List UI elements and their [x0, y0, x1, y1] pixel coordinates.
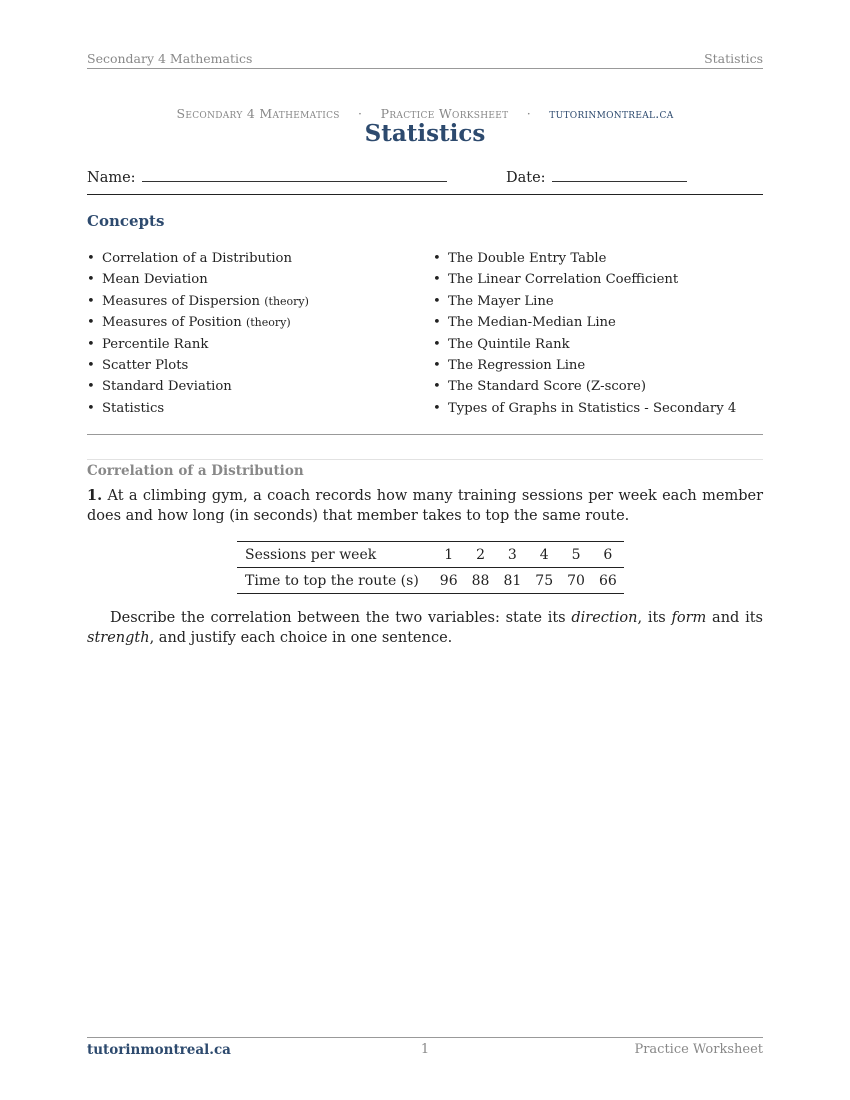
table-cell: 66 — [592, 568, 624, 594]
concept-label: Measures of Dispersion — [102, 293, 261, 309]
page-title: Statistics — [364, 120, 486, 147]
question-emphasis: direction — [571, 610, 638, 626]
table-row — [237, 542, 624, 568]
concepts-list-left — [87, 248, 309, 419]
bullet-icon: • — [87, 400, 95, 416]
banner-site: tutorinmontreal.ca — [549, 106, 674, 121]
footer-site: tutorinmontreal.ca — [87, 1042, 231, 1058]
bullet-icon: • — [87, 251, 95, 266]
concept-label: The Mayer Line — [448, 293, 554, 309]
concept-item — [433, 334, 736, 355]
row-label: Sessions per week — [237, 542, 433, 568]
problem-number: 1. — [87, 487, 103, 504]
problem-statement — [87, 486, 763, 526]
table-cell: 70 — [560, 568, 592, 594]
concept-label: Measures of Position — [102, 315, 242, 331]
date-label: Date: — [506, 170, 546, 186]
concept-label: Scatter Plots — [102, 357, 189, 373]
concept-item — [433, 398, 736, 419]
bullet-icon: • — [87, 336, 95, 352]
data-table — [237, 541, 624, 594]
banner-course: Secondary 4 Mathematics — [176, 106, 340, 121]
concept-item — [433, 355, 736, 376]
concept-item — [87, 355, 309, 376]
concept-label: The Double Entry Table — [448, 251, 607, 266]
bullet-icon: • — [87, 272, 95, 288]
concept-label: Percentile Rank — [102, 336, 209, 352]
table-row — [237, 568, 624, 594]
concept-note: (theory) — [245, 316, 291, 330]
concept-label: The Linear Correlation Coefficient — [448, 272, 679, 288]
bullet-icon: • — [433, 379, 441, 395]
section-divider — [87, 459, 763, 460]
concept-item — [433, 248, 736, 269]
table-cell: 96 — [433, 568, 465, 594]
bullet-icon: • — [87, 293, 95, 309]
question-part: and its — [706, 610, 763, 626]
bullet-icon: • — [87, 357, 95, 373]
problem-text: At a climbing gym, a coach records how many training sessions per week each member does and how long (in seconds) that member takes to top the same route. — [87, 488, 763, 524]
concept-item — [433, 291, 736, 312]
concept-label: Mean Deviation — [102, 272, 208, 288]
running-header-right: Statistics — [704, 51, 763, 66]
running-header-left: Secondary 4 Mathematics — [87, 51, 253, 66]
bullet-icon: • — [433, 357, 441, 373]
date-field — [506, 166, 687, 186]
footer-divider — [87, 1037, 763, 1038]
banner-kind: Practice Worksheet — [380, 106, 509, 121]
section-heading: Correlation of a Distribution — [87, 463, 304, 479]
page-number: 1 — [420, 1042, 430, 1057]
concepts-heading: Concepts — [87, 212, 165, 230]
banner-separator: · — [358, 106, 363, 121]
concept-label: The Median-Median Line — [448, 315, 616, 331]
question-text — [87, 609, 763, 648]
concept-item — [433, 312, 736, 333]
concept-note: (theory) — [264, 294, 309, 308]
header-divider — [87, 194, 763, 195]
concept-item — [87, 269, 309, 290]
table-cell: 81 — [496, 568, 528, 594]
table-cell: 88 — [465, 568, 497, 594]
table-cell: 3 — [496, 542, 528, 568]
table-cell: 6 — [592, 542, 624, 568]
concept-item — [433, 376, 736, 397]
bullet-icon: • — [433, 315, 441, 331]
table-cell: 75 — [528, 568, 560, 594]
concept-item — [87, 291, 309, 312]
name-blank[interactable] — [142, 166, 447, 182]
concept-item — [87, 248, 309, 269]
footer-kind: Practice Worksheet — [634, 1042, 763, 1057]
bullet-icon: • — [87, 379, 95, 395]
table-cell: 5 — [560, 542, 592, 568]
table-cell: 4 — [528, 542, 560, 568]
bullet-icon: • — [433, 336, 441, 352]
concepts-list-right — [433, 248, 736, 419]
table-cell: 1 — [433, 542, 465, 568]
bullet-icon: • — [433, 400, 441, 416]
bullet-icon: • — [433, 272, 441, 288]
bullet-icon: • — [433, 251, 441, 266]
concept-item — [433, 269, 736, 290]
concept-label: The Standard Score (Z-score) — [448, 379, 646, 395]
date-blank[interactable] — [552, 166, 687, 182]
bullet-icon: • — [433, 293, 441, 309]
running-header — [87, 50, 763, 69]
concept-item — [87, 398, 309, 419]
concept-item — [87, 312, 309, 333]
concept-label: Types of Graphs in Statistics - Secondary 4 — [448, 400, 737, 416]
concept-label: The Regression Line — [448, 357, 586, 373]
concept-label: Correlation of a Distribution — [102, 251, 292, 266]
worksheet-banner — [87, 106, 763, 121]
concept-label: The Quintile Rank — [448, 336, 570, 352]
concept-label: Standard Deviation — [102, 379, 232, 395]
row-label: Time to top the route (s) — [237, 568, 433, 594]
question-part: Describe the correlation between the two variables: state its — [110, 610, 572, 626]
name-field — [87, 166, 447, 186]
concept-item — [87, 334, 309, 355]
question-emphasis: strength — [87, 629, 150, 646]
question-part: , its — [637, 610, 672, 626]
concept-item — [87, 376, 309, 397]
concepts-divider — [87, 434, 763, 435]
concept-label: Statistics — [102, 400, 165, 416]
banner-separator: · — [526, 106, 532, 121]
name-label: Name: — [87, 170, 136, 186]
table-cell: 2 — [465, 542, 497, 568]
bullet-icon: • — [87, 315, 95, 331]
question-emphasis: form — [671, 610, 707, 626]
question-part: , and justify each choice in one sentence. — [149, 629, 453, 646]
